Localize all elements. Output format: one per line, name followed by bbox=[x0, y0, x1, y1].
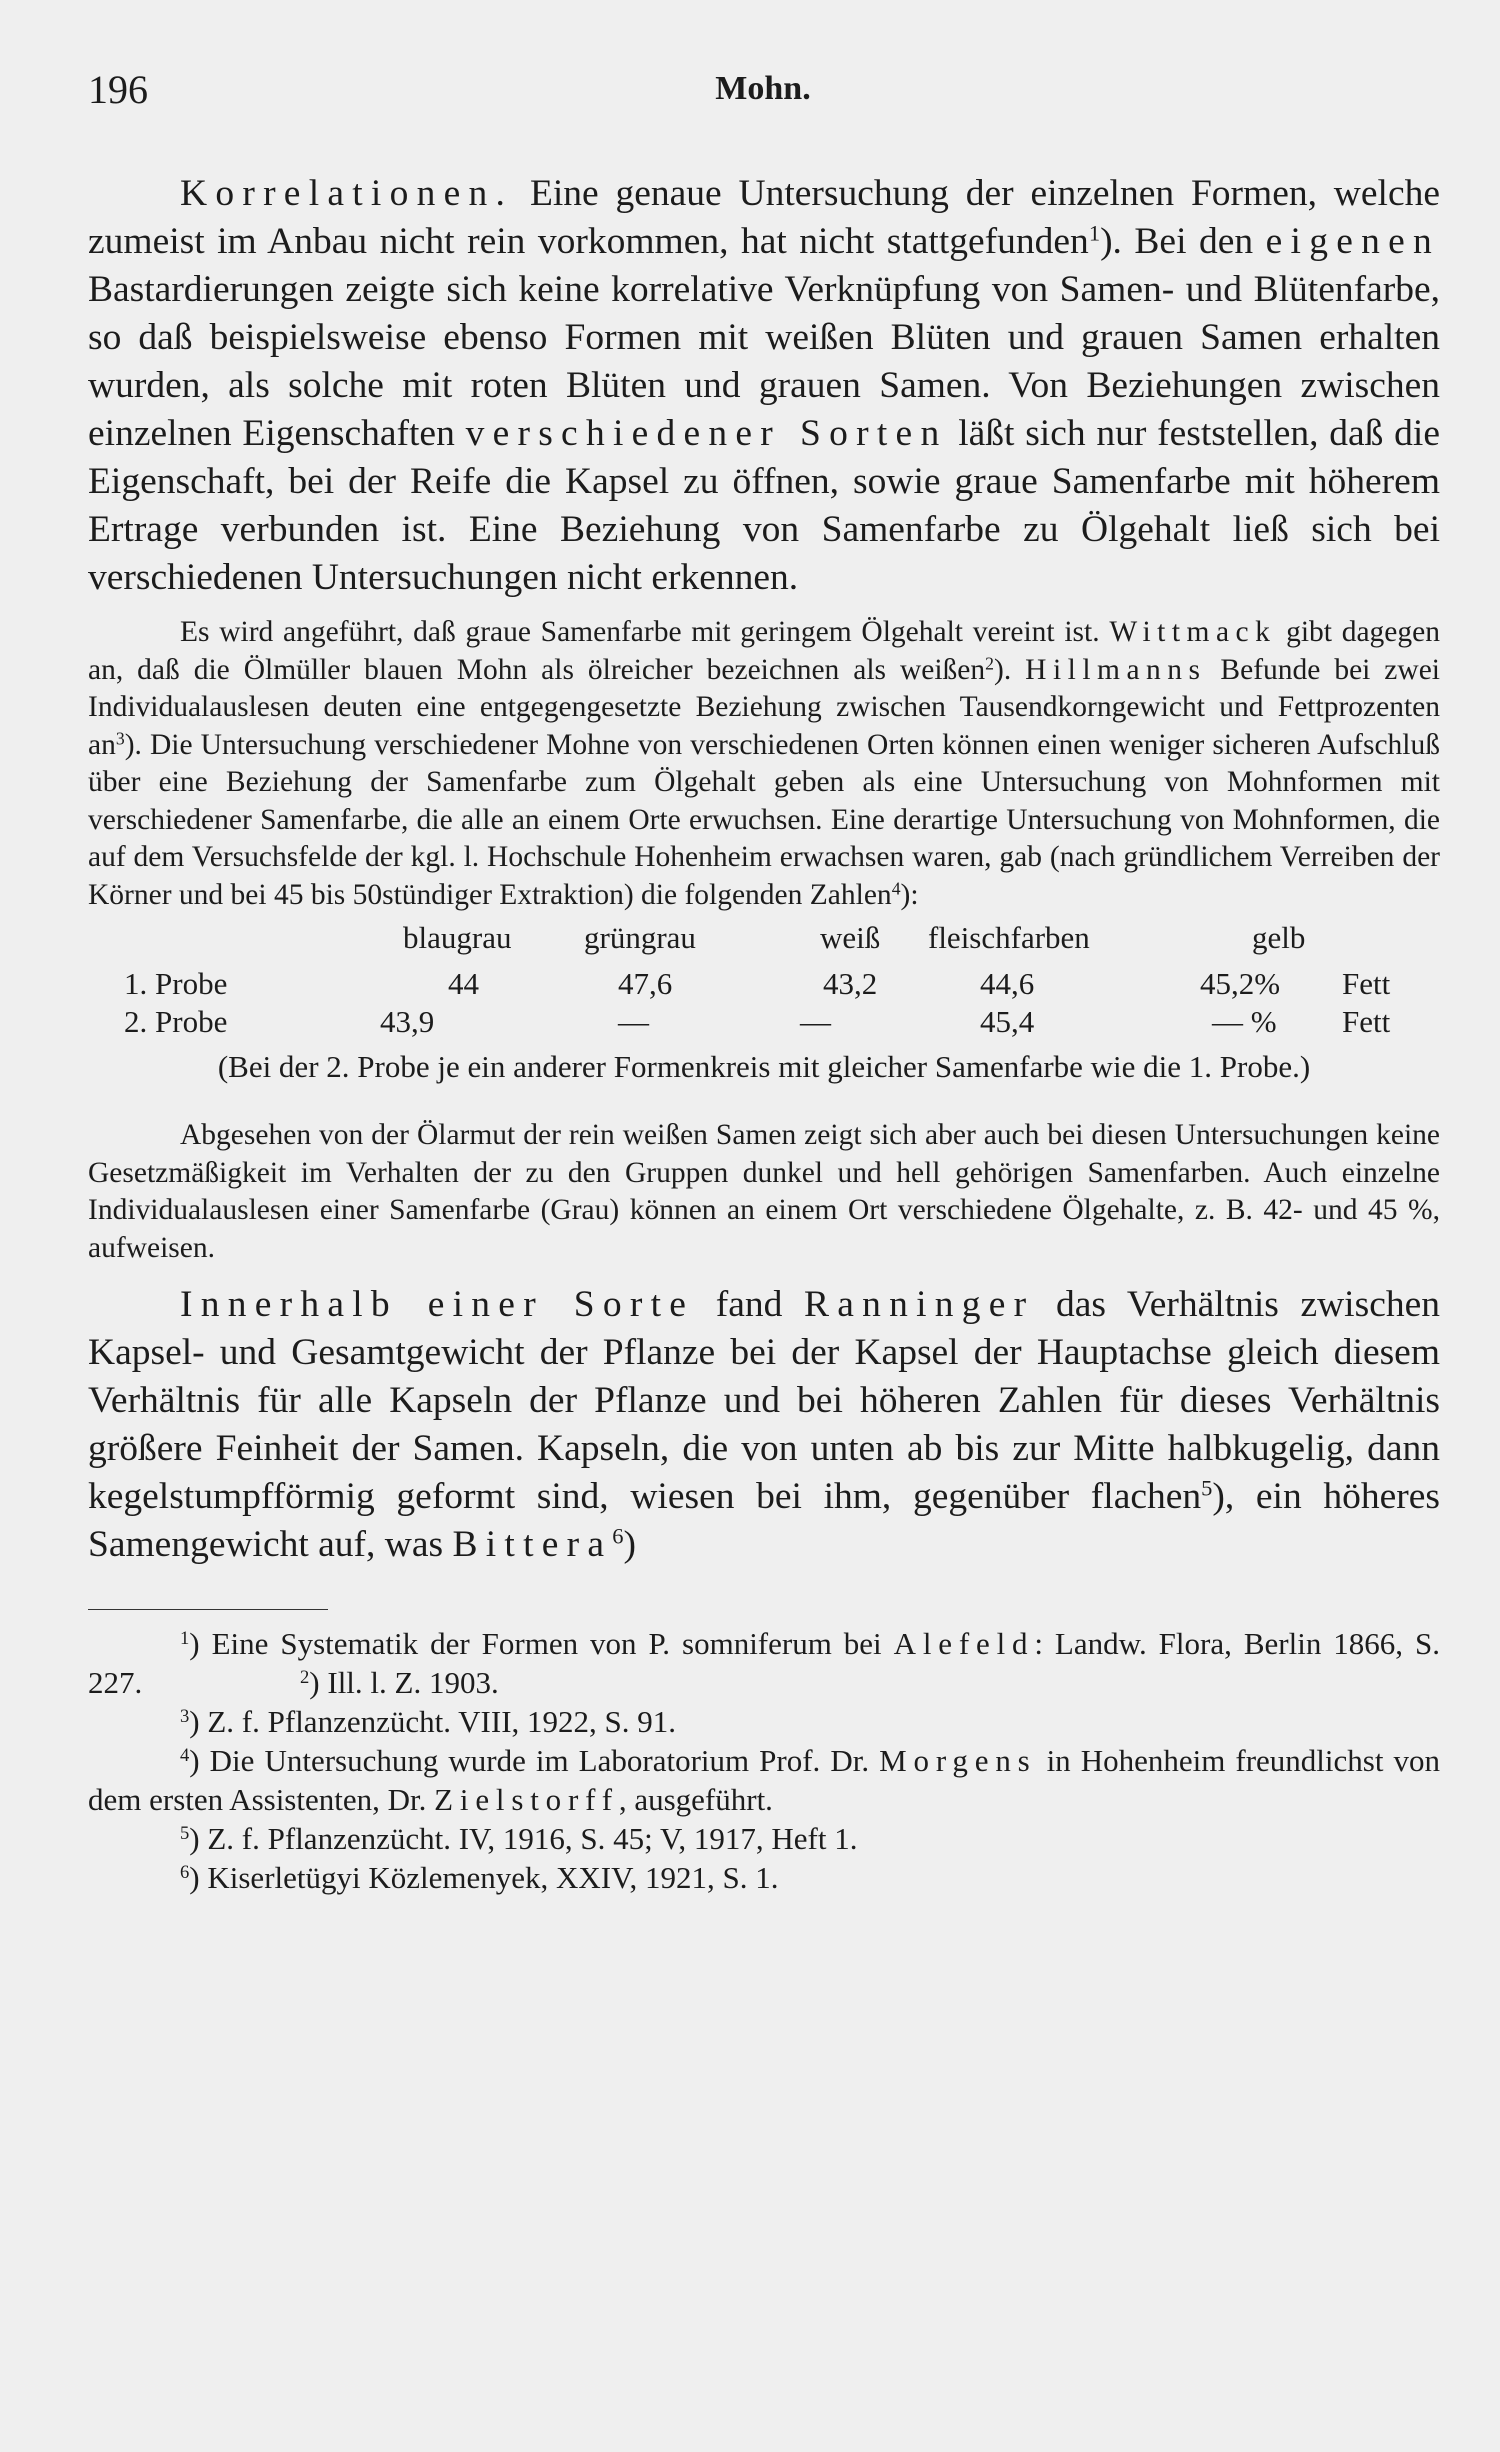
page-number: 196 bbox=[88, 67, 148, 112]
column-header: grüngrau bbox=[584, 920, 696, 955]
unit-label: Fett bbox=[1342, 966, 1391, 1001]
paragraph-innerhalb: Innerhalb einer Sorte fand Ranninger das Verhältnis zwischen Kapsel- und Gesamtgewicht der Pflanze bei der Kapsel der Hauptachse gleich diesem Verhältnis für alle Kapseln der Pflanze und bei höheren Zahlen für dieses Verhältnis größere Feinheit der Samen. Kapseln, die von unten ab bis zur Mitte halbkugelig, dann kegelstumpfförmig geformt sind, wiesen bei ihm, gegenüber flachen$^5$), ein höheres Samengewicht auf, was Bittera$^6$) bbox=[88, 1284, 1441, 1565]
footnote-divider bbox=[88, 1609, 328, 1610]
table-cell: 43,2 bbox=[823, 966, 878, 1001]
unit-label: Fett bbox=[1342, 1004, 1391, 1039]
table-cell: 44 bbox=[448, 966, 479, 1001]
footnote-ref-3: 3 bbox=[115, 727, 125, 748]
table-note: (Bei der 2. Probe je ein anderer Formenkreis mit gleicher Samenfarbe wie die 1. Probe.) bbox=[217, 1049, 1311, 1084]
page-body bbox=[88, 170, 1440, 1897]
table-cell: 45,4 bbox=[980, 1004, 1035, 1039]
table-cell: — bbox=[618, 1004, 649, 1039]
column-header: blaugrau bbox=[403, 920, 512, 955]
footnote-ref-2: 2 bbox=[985, 652, 994, 673]
oil-content-table bbox=[88, 920, 1440, 1040]
footnote-1: $^1$) Eine Systematik der Formen von P. somniferum bei Alefeld: Landw. Flora, Berlin 1866, S. 227. $^2$) Ill. l. Z. 1903. bbox=[88, 1626, 1440, 1700]
column-header: weiß bbox=[820, 920, 881, 955]
footnote-2: ) Ill. l. Z. 1903. bbox=[309, 1665, 499, 1700]
table-cell: 43,9 bbox=[380, 1004, 435, 1039]
column-header: gelb bbox=[1252, 920, 1306, 955]
footnote-ref-6: 6 bbox=[612, 1523, 624, 1549]
paragraph-korrelationen: Korrelationen. Eine genaue Untersuchung der einzelnen Formen, welche zumeist im Anbau nicht rein vorkommen, hat nicht stattgefunden$^1$). Bei den eigenen Bastardierungen zeigte sich keine korrelative Verknüpfung von Samen- und Blütenfarbe, so daß beispielsweise ebenso Formen mit weißen Blüten und grauen Samen erhalten wurden, als solche mit roten Blüten und grauen Samen. Von Beziehungen zwischen einzelnen Eigenschaften verschiedener Sorten läßt sich nur feststellen, daß die Eigenschaft, bei der Reife die Kapsel zu öffnen, sowie graue Samenfarbe mit höherem Ertrage verbunden ist. Eine Beziehung von Samenfarbe zu Ölgehalt ließ sich bei verschiedenen Untersuchungen nicht erkennen. bbox=[88, 173, 1440, 598]
author-hillmanns: Hillmanns bbox=[1025, 653, 1207, 686]
section-heading: Korrelationen. bbox=[180, 173, 514, 214]
emphasis-eigenen: eigenen bbox=[1265, 221, 1440, 262]
table-cell: — % bbox=[1212, 1004, 1277, 1039]
author-morgens: Morgens bbox=[879, 1743, 1037, 1778]
footnote-2-mark: 2 bbox=[300, 1666, 310, 1688]
paragraph-small-abgesehen: Abgesehen von der Ölarmut der rein weißen Samen zeigt sich aber auch bei diesen Untersuchungen keine Gesetzmäßigkeit im Verhalten der zu den Gruppen dunkel und hell gehörigen Samenfarben. Auch einzelne Individualauslesen einer Samenfarbe (Grau) können an einem Ort verschiedene Ölgehalte, z. B. 42- und 45 %, aufweisen. bbox=[88, 1119, 1440, 1264]
paragraph-small-ölgehalt: Es wird angeführt, daß graue Samenfarbe mit geringem Ölgehalt vereint ist. Wittmack gibt dagegen an, daß die Ölmüller blauen Mohn als ölreicher bezeichnen als weißen$^2$). Hillmanns Befunde bei zwei Individualauslesen deuten eine entgegengesetzte Beziehung zwischen Tausendkorngewicht und Fettprozenten $an^3$). Die Untersuchung verschiedener Mohne von verschiedenen Orten können einen weniger sicheren Aufschluß über eine Beziehung der Samenfarbe zum Ölgehalt geben als eine Untersuchung von Mohnformen mit verschiedener Samenfarbe, die alle an einem Orte erwuchsen. Eine derartige Untersuchung von Mohnformen, die auf dem Versuchsfelde der kgl. l. Hochschule Hohenheim erwachsen waren, gab (nach gründlichem Verreiben der Körner und bei 45 bis 50stündiger Extraktion) die folgenden Zahlen$^4$): bbox=[88, 616, 1440, 911]
column-header: fleischfarben bbox=[928, 920, 1090, 955]
page-header bbox=[88, 66, 1438, 116]
footnote-6: $^6$) Kiserletügyi Közlemenyek, XXIV, 1921, S. 1. bbox=[180, 1860, 779, 1895]
row-label: 2. Probe bbox=[124, 1004, 228, 1039]
table-cell: 44,6 bbox=[980, 966, 1035, 1001]
author-zielstorff: Zielstorff bbox=[434, 1782, 619, 1817]
footnote-ref-1: 1 bbox=[1088, 220, 1101, 246]
author-wittmack: Wittmack bbox=[1109, 616, 1277, 648]
footnote-4: $^4$) Die Untersuchung wurde im Laboratorium Prof. Dr. Morgens in Hohenheim freundlichst von dem ersten Assistenten, Dr. Zielstorff, ausgeführt. bbox=[88, 1743, 1441, 1817]
table-cell: 47,6 bbox=[618, 966, 673, 1001]
table-cell: 45,2% bbox=[1200, 966, 1281, 1001]
table-cell: — bbox=[800, 1004, 831, 1039]
footnote-3: $^3$) Z. f. Pflanzenzücht. VIII, 1922, S. 91. bbox=[180, 1704, 677, 1739]
row-label: 1. Probe bbox=[124, 966, 228, 1001]
author-ranninger: Ranninger bbox=[803, 1284, 1035, 1325]
author-bittera: Bittera bbox=[452, 1524, 613, 1565]
running-head: Mohn. bbox=[715, 70, 811, 107]
emphasis-verschiedener-sorten: verschiedener Sorten bbox=[465, 413, 948, 454]
author-alefeld: Alefeld bbox=[893, 1626, 1035, 1661]
footnote-5: $^5$) Z. f. Pflanzenzücht. IV, 1916, S. 45; V, 1917, Heft 1. bbox=[180, 1821, 858, 1856]
footnote-ref-4: 4 bbox=[891, 877, 901, 898]
emphasis-innerhalb-einer-sorte: Innerhalb einer Sorte bbox=[180, 1284, 695, 1325]
footnote-ref-5: 5 bbox=[1201, 1475, 1213, 1501]
